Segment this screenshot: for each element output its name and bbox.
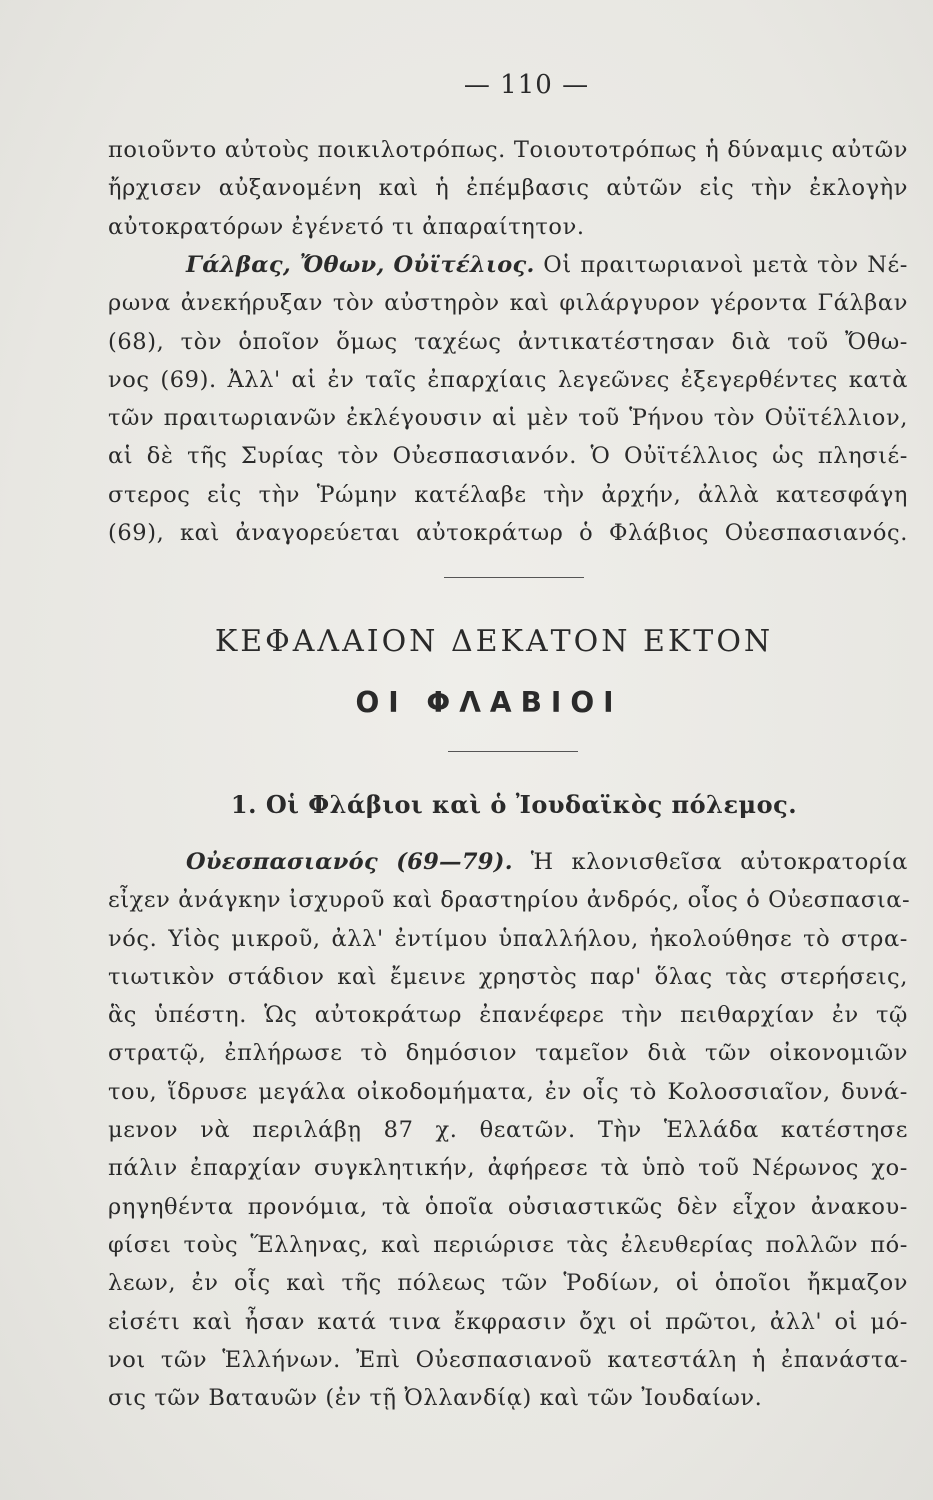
paragraph-vespasian [108, 843, 911, 1417]
text-line: στερος εἰς τὴν Ῥώμην κατέλαβε τὴν ἀρχήν, ἀλλὰ κατεσφάγη [108, 481, 908, 508]
paragraph-lead: Γάλβας, Ὄθων, Οὐϊτέλιος. [186, 252, 535, 278]
paragraph-lead-rest: Ἡ κλονισθεῖσα αὐτοκρατορία [530, 849, 908, 875]
divider-rule [444, 577, 584, 578]
text-line [108, 246, 908, 284]
divider-rule [448, 751, 578, 752]
chapter-subtitle: ΟΙ ΦΛΑΒΙΟΙ [355, 686, 623, 719]
paragraph-lead: Οὐεσπασιανός (69—79). [186, 849, 513, 875]
text-line: λεων, ἐν οἷς καὶ τῆς πόλεως τῶν Ῥοδίων, οἱ ὁποῖοι ἤκμαζον [108, 1270, 908, 1297]
text-line: νος (69). Ἀλλ' αἱ ἐν ταῖς ἐπαρχίαις λεγεῶνες ἐξεγερθέντες κατὰ [108, 366, 908, 393]
text-line: φίσει τοὺς Ἕλληνας, καὶ περιώρισε τὰς ἐλευθερίας πολλῶν πό- [108, 1231, 908, 1258]
text-line: μενον νὰ περιλάβῃ 87 χ. θεατῶν. Τὴν Ἑλλάδα κατέστησε [108, 1117, 908, 1144]
chapter-title: ΚΕΦΑΛΑΙΟΝ ΔΕΚΑΤΟΝ ΕΚΤΟΝ [214, 624, 774, 659]
text-line: εἶχεν ἀνάγκην ἰσχυροῦ καὶ δραστηρίου ἀνδρός, οἷος ὁ Οὐεσπασια- [108, 887, 911, 914]
text-line [108, 843, 908, 881]
text-line: (68), τὸν ὁποῖον ὅμως ταχέως ἀντικατέστησαν διὰ τοῦ Ὄθω- [108, 328, 908, 355]
section-heading: 1. Οἱ Φλάβιοι καὶ ὁ Ἰουδαϊκὸς πόλεμος. [230, 790, 798, 819]
text-line: νοι τῶν Ἑλλήνων. Ἐπὶ Οὐεσπασιανοῦ κατεστάλη ἡ ἐπανάστα- [108, 1346, 908, 1373]
text-line: ποιοῦντο αὐτοὺς ποικιλοτρόπως. Τοιουτοτρόπως ἡ δύναμις αὐτῶν [108, 137, 908, 163]
text-line: ἃς ὑπέστη. Ὡς αὐτοκράτωρ ἐπανέφερε τὴν πειθαρχίαν ἐν τῷ [108, 1002, 908, 1029]
text-line: εἰσέτι καὶ ἦσαν κατά τινα ἔκφρασιν ὄχι οἱ πρῶτοι, ἀλλ' οἱ μό- [108, 1308, 908, 1335]
text-line: τιωτικὸν στάδιον καὶ ἔμεινε χρηστὸς παρ' ὅλας τὰς στερήσεις, [108, 963, 908, 990]
text-line: σις τῶν Βαταυῶν (ἐν τῇ Ὀλλανδίᾳ) καὶ τῶν Ἰουδαίων. [108, 1385, 763, 1412]
paragraph-lead-rest: Οἱ πραιτωριανοὶ μετὰ τὸν Νέ- [543, 252, 908, 278]
text-line: του, ἵδρυσε μεγάλα οἰκοδομήματα, ἐν οἷς τὸ Κολοσσιαῖον, δυνά- [108, 1078, 908, 1105]
text-line: αἱ δὲ τῆς Συρίας τὸν Οὐεσπασιανόν. Ὁ Οὐϊτέλλιος ὡς πλησιέ- [108, 443, 908, 470]
text-line: νός. Υἱὸς μικροῦ, ἀλλ' ἐντίμου ὑπαλλήλου, ἠκολούθησε τὸ στρα- [108, 925, 908, 952]
paragraph-continuation [108, 131, 908, 246]
text-line: ρωνα ἀνεκήρυξαν τὸν αὐστηρὸν καὶ φιλάργυρον γέροντα Γάλβαν [108, 290, 908, 317]
text-line: ρηγηθέντα προνόμια, τὰ ὁποῖα οὐσιαστικῶς δὲν εἶχον ἀνακου- [108, 1193, 908, 1220]
page-number: — 110 — [463, 70, 590, 100]
text-line: τῶν πραιτωριανῶν ἐκλέγουσιν αἱ μὲν τοῦ Ῥήνου τὸν Οὐϊτέλλιον, [108, 405, 908, 432]
text-line: αὐτοκρατόρων ἐγένετό τι ἀπαραίτητον. [108, 213, 585, 240]
text-line: (69), καὶ ἀναγορεύεται αὐτοκράτωρ ὁ Φλάβιος Οὐεσπασιανός. [108, 520, 908, 547]
text-line: πάλιν ἐπαρχίαν συγκλητικήν, ἀφήρεσε τὰ ὑπὸ τοῦ Νέρωνος χο- [108, 1155, 908, 1182]
text-line: ἤρχισεν αὐξανομένη καὶ ἡ ἐπέμβασις αὐτῶν εἰς τὴν ἐκλογὴν [108, 175, 908, 202]
paragraph-galba-otho-vitellius [108, 246, 908, 552]
text-line: στρατῷ, ἐπλήρωσε τὸ δημόσιον ταμεῖον διὰ τῶν οἰκονομιῶν [108, 1040, 908, 1067]
